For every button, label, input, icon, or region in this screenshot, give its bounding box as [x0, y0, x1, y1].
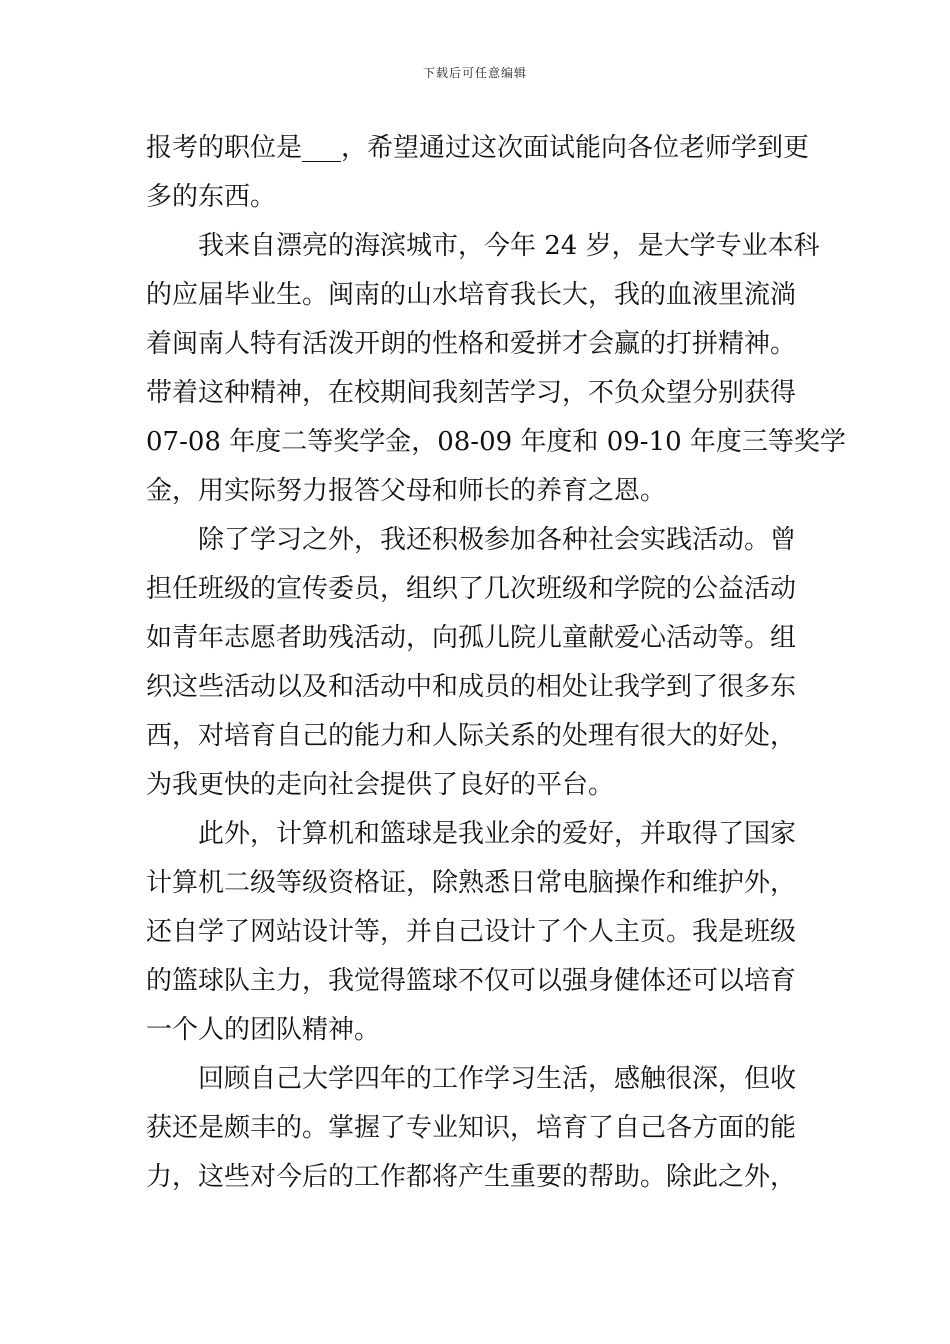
text-line: 一个人的团队精神。 [146, 1015, 381, 1045]
text-line: 的篮球队主力，我觉得篮球不仅可以强身健体还可以培育 [146, 966, 797, 996]
text-line: 金，用实际努力报答父母和师长的养育之恩。 [146, 476, 667, 506]
text-line: 多的东西。 [146, 182, 277, 212]
page-header: 下载后可任意编辑 [422, 66, 527, 80]
text-line: 我来自漂亮的海滨城市，今年 24 岁，是大学专业本科 [198, 231, 820, 261]
text-line: 织这些活动以及和活动中和成员的相处让我学到了很多东 [146, 672, 797, 702]
text-line: 计算机二级等级资格证，除熟悉日常电脑操作和维护外， [146, 868, 797, 898]
text-line: 除了学习之外，我还积极参加各种社会实践活动。曾 [198, 525, 797, 555]
text-line: 如青年志愿者助残活动，向孤儿院儿童献爱心活动等。组 [146, 623, 797, 653]
text-line: 力，这些对今后的工作都将产生重要的帮助。除此之外， [146, 1162, 797, 1192]
text-line: 回顾自己大学四年的工作学习生活，感触很深，但收 [198, 1064, 797, 1094]
text-line: 为我更快的走向社会提供了良好的平台。 [146, 770, 615, 800]
paragraph-1 [146, 124, 810, 222]
paragraph-5 [146, 1055, 810, 1202]
text-line: 带着这种精神，在校期间我刻苦学习，不负众望分别获得 [146, 378, 797, 408]
document-body [146, 124, 846, 1202]
paragraph-3 [146, 516, 810, 810]
text-line: 07-08 年度二等奖学金，08-09 年度和 09-10 年度三等奖学 [146, 427, 846, 457]
text-line: 担任班级的宣传委员，组织了几次班级和学院的公益活动 [146, 574, 797, 604]
text-line: 获还是颇丰的。掌握了专业知识，培育了自己各方面的能 [146, 1113, 797, 1143]
text-line: 西，对培育自己的能力和人际关系的处理有很大的好处， [146, 721, 797, 751]
text-line: 报考的职位是___，希望通过这次面试能向各位老师学到更 [146, 133, 810, 163]
paragraph-2 [146, 222, 846, 516]
paragraph-4 [146, 810, 810, 1055]
text-line: 着闽南人特有活泼开朗的性格和爱拼才会赢的打拼精神。 [146, 329, 797, 359]
text-line: 此外，计算机和篮球是我业余的爱好，并取得了国家 [198, 819, 797, 849]
text-line: 的应届毕业生。闽南的山水培育我长大，我的血液里流淌 [146, 280, 797, 310]
text-line: 还自学了网站设计等，并自己设计了个人主页。我是班级 [146, 917, 797, 947]
